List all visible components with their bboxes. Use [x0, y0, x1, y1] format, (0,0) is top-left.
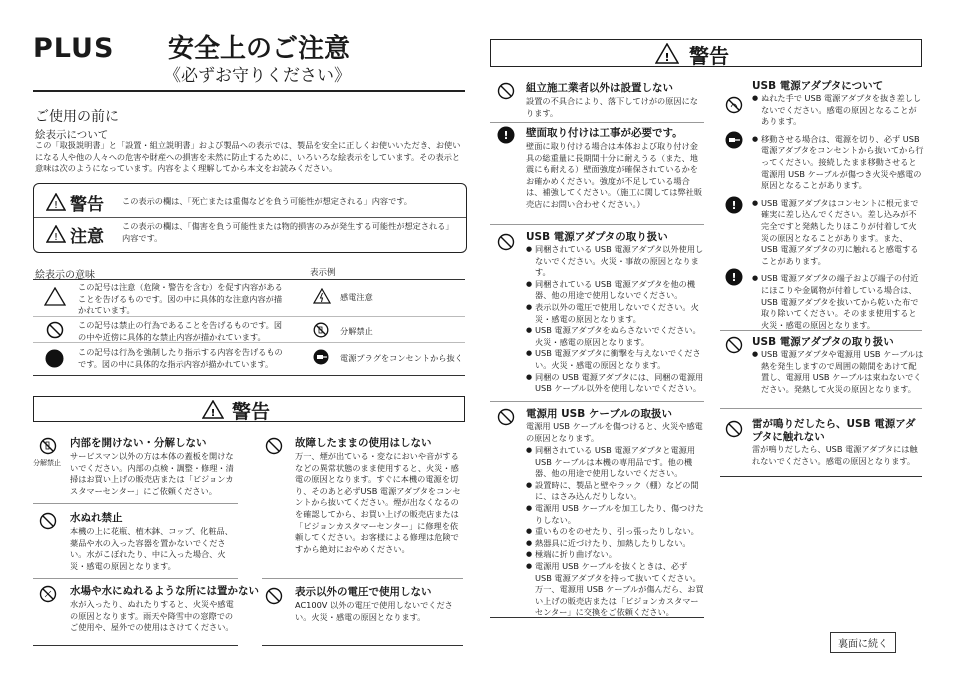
item-title: 内部を開けない・分解しない: [70, 437, 207, 449]
list-item: ● 同梱されている USB 電源アダプタと電源用 USB ケーブルは本機の専用品です。他の機器、他の用途で使用しないでください。: [526, 445, 706, 480]
warning-triangle-icon: [655, 43, 679, 64]
svg-text:!: !: [210, 408, 216, 419]
item-title: 水場や水にぬれるような所には置かない: [70, 585, 259, 597]
warning-label: 警告: [70, 195, 104, 215]
item-title: 故障したままの使用はしない: [295, 437, 432, 449]
item-title: USB 電源アダプタの取り扱い: [526, 231, 668, 243]
electric-shock-icon: [313, 288, 331, 304]
item-text: 壁面に取り付ける場合は本体および取り付け金具の総重量に長期間十分に耐えうる（また、地震にも耐える）壁面強度が確保されているかをお確かめください。強度が不足している場合は、補強してください。（施工に関しては弊社販売店にお問い合わせください。）: [526, 141, 703, 209]
mandatory-icon: [725, 196, 743, 214]
list-item: ● 同梱されている USB 電源アダプタを他の機器、他の用途で使用しないでください。: [526, 279, 706, 302]
unplug-icon: [725, 131, 743, 149]
list-item: ● 同梱されている USB 電源アダプタ以外使用しないでください。火災・事故の原因となります。: [526, 244, 706, 279]
unplug-icon: [313, 349, 329, 365]
list-item: ● 重いものをのせたり、引っ張ったりしない。: [526, 526, 706, 538]
intro-heading: ご使用の前に: [35, 109, 119, 125]
mandatory-icon: [725, 268, 743, 286]
prohibition-icon: [497, 82, 515, 100]
mandatory-symbol-icon: [45, 349, 64, 368]
item-text: 電源用 USB ケーブルを傷つけると、火災や感電の原因となります。: [526, 421, 703, 443]
signal-word-box: [33, 183, 467, 253]
item-title: 表示以外の電圧で使用しない: [295, 586, 432, 598]
item-title: 雷が鳴りだしたら、USB 電源アダプタに触れない: [752, 418, 916, 443]
list-item: ● USB 電源アダプタに衝撃を与えないでください。火災・感電の原因となります。: [526, 348, 706, 371]
prohibition-icon: [39, 512, 57, 530]
item-title: USB 電源アダプタについて: [752, 80, 884, 92]
icon-caption: 分解禁止: [33, 459, 61, 467]
page-title: 安全上のご注意: [168, 34, 351, 64]
prohibition-icon: [497, 233, 515, 251]
right-warning-banner-label: 警告: [689, 44, 729, 68]
no-wet-hands-icon: [725, 96, 743, 114]
svg-text:!: !: [53, 232, 59, 243]
item-title: 壁面取り付けは工事が必要です。: [526, 127, 683, 139]
caution-label: 注意: [70, 227, 104, 247]
item-text: 本機の上に花瓶、植木鉢、コップ、化粧品、薬品や水の入った容器を置かないでください。水がこぼれたり、中に入った場合、火災・感電の原因となります。: [70, 526, 233, 571]
svg-text:!: !: [664, 51, 670, 64]
list-item: ● 極端に折り曲げない。: [526, 549, 706, 561]
prohibition-icon: [725, 420, 743, 438]
item-title: 組立施工業者以外は設置しない: [526, 82, 673, 94]
bullet-list: [526, 445, 706, 619]
right-warning-banner: [490, 39, 922, 67]
mandatory-icon: [497, 126, 515, 144]
list-item: ● 電源用 USB ケーブルを抜くときは、必ず USB 電源アダプタを持って抜いてください。万一、電源用 USB ケーブルが傷んだら、お買い上げの販売店または「ビジョンカスタマーセンター」に交換をご依頼ください。: [526, 561, 706, 619]
no-water-icon: [39, 585, 57, 603]
item-text: AC100V 以外の電圧で使用しないでください。火災・感電の原因となります。: [295, 600, 453, 622]
list-item: ● USB 電源アダプタはコンセントに根元まで確実に差し込んでください。差し込みが不完全ですと発熱したりほこりが付着して火災の原因となることがあります。また、USB 電源アダプタの刃に触れると感電することがあります。: [752, 198, 924, 268]
no-disassembly-icon: [313, 322, 329, 338]
intro-subheading: 絵表示について: [35, 129, 109, 141]
intro-text: この「取扱説明書」と「設置・組立説明書」および製品への表示では、製品を安全に正しくお使いいただき、お使いになる人や他の人々への危害や財産への損害を未然に防止するために、いろいろな絵表示をしています。その表示と意味は次のようになっています。内容をよく理解してから本文をお読みください。: [35, 140, 461, 174]
prohibition-icon: [265, 437, 283, 455]
item-text: 雷が鳴りだしたら、USB 電源アダプタには触れないでください。感電の原因となります。: [752, 444, 918, 466]
symbol-example-label: 分解禁止: [340, 326, 373, 336]
list-item: ● USB 電源アダプタをぬらさないでください。火災・感電の原因となります。: [526, 325, 706, 348]
symbols-heading: 絵表示の意味: [35, 270, 95, 281]
warning-banner-label: 警告: [232, 401, 271, 423]
prohibition-symbol-icon: [46, 321, 64, 339]
warning-triangle-icon: [202, 400, 224, 419]
prohibition-icon: [265, 587, 283, 605]
list-item: ● 同梱の USB 電源アダプタには、同梱の電源用 USB ケーブル以外を使用しないでください。: [526, 372, 706, 395]
item-text: 万一、煙が出ている・変なにおいや音がするなどの異常状態のまま使用すると、火災・感電の原因となります。すぐに本機の電源を切り、そのあと必ずUSB 電源アダプタをコンセントから抜いてください。煙が出なくなるのを確認してから、お買い上げの販売店または「ビジョンカスタマーセンター」に修理を依頼してください。お客様による修理は危険ですから絶対におやめください。: [295, 451, 461, 554]
item-text: 設置の不具合により、落下してけがの原因になります。: [526, 96, 698, 118]
symbol-row-text: この記号は禁止の行為であることを告げるものです。図の中や近傍に具体的な禁止内容が描かれています。: [78, 320, 283, 342]
item-title: USB 電源アダプタの取り扱い: [752, 336, 894, 348]
svg-text:!: !: [503, 129, 509, 142]
header-rule: [33, 90, 465, 92]
list-item: ● 表示以外の電圧で使用しないでください。火災・感電の原因となります。: [526, 302, 706, 325]
bullet-list: [752, 93, 924, 331]
caution-description: この表示の欄は、「傷害を負う可能性または物的損害のみが発生する可能性が想定される」内容です。: [122, 221, 454, 243]
list-item: ● ぬれた手で USB 電源アダプタを抜き差ししないでください。感電の原因となることがあります。: [752, 93, 924, 128]
item-title: 水ぬれ禁止: [70, 512, 123, 524]
item-title: 電源用 USB ケーブルの取扱い: [526, 408, 672, 420]
svg-text:!: !: [731, 271, 737, 284]
list-item: ● 移動させる場合は、電源を切り、必ず USB 電源アダプタをコンセントから抜いてから行ってください。接続したまま移動させると電源用 USB ケーブルが傷つき火災や感電の原因となることがあります。: [752, 134, 924, 192]
bullet-list: [526, 244, 706, 395]
svg-text:!: !: [53, 200, 59, 211]
page-subtitle: 《必ずお守りください》: [164, 66, 351, 86]
symbol-row-text: この記号は行為を強制したり指示する内容を告げるものです。図の中に具体的な指示内容が描かれています。: [78, 347, 283, 369]
list-item: ● USB 電源アダプタの端子および端子の付近にほこりや金属物が付着している場合は、USB 電源アダプタを抜いてから乾いた布で取り除いてください。そのまま使用すると火災・感電の原因となります。: [752, 273, 924, 331]
item-text: 水が入ったり、ぬれたりすると、火災や感電の原因となります。雨天や降雪中の窓際でのご使用や、屋外での使用はさけてください。: [70, 599, 234, 633]
warning-triangle-icon: [46, 193, 66, 211]
svg-text:!: !: [731, 199, 737, 212]
list-item: ● 設置時に、製品と壁やラック（棚）などの間に、はさみ込んだりしない。: [526, 480, 706, 503]
warning-banner: [33, 396, 465, 422]
bullet-list: [752, 349, 924, 395]
list-item: ● 電源用 USB ケーブルを加工したり、傷つけたりしない。: [526, 503, 706, 526]
symbol-example-label: 感電注意: [340, 292, 373, 302]
item-text: サービスマン以外の方は本体の蓋板を開けないでください。内部の点検・調整・修理・清掃はお買い上げの販売店または「ビジョンカスタマーセンター」にご依頼ください。: [70, 451, 234, 496]
prohibition-icon: [497, 408, 515, 426]
brand-logo: PLUS: [33, 33, 115, 64]
symbols-example-heading: 表示例: [310, 268, 336, 278]
no-disassembly-icon: [39, 437, 57, 455]
caution-triangle-icon: [46, 225, 66, 243]
list-item: ● 熱器具に近づけたり、加熱したりしない。: [526, 538, 706, 550]
continued-on-back-note: 裏面に続く: [830, 632, 896, 653]
symbol-row-text: この記号は注意（危険・警告を含む）を促す内容があることを告げるものです。図の中に具体的な注意内容が描かれています。: [78, 282, 283, 316]
caution-symbol-icon: [44, 287, 66, 306]
list-item: ● USB 電源アダプタや電源用 USB ケーブルは熱を発生しますので周囲の隙間をあけて配置し、電源用 USB ケーブルは束ねないでください。発熱して火災の原因となります。: [752, 349, 924, 395]
warning-description: この表示の欄は、「死亡または重傷などを負う可能性が想定される」内容です。: [122, 196, 412, 206]
prohibition-icon: [725, 336, 743, 354]
symbol-example-label: 電源プラグをコンセントから抜く: [340, 353, 463, 363]
